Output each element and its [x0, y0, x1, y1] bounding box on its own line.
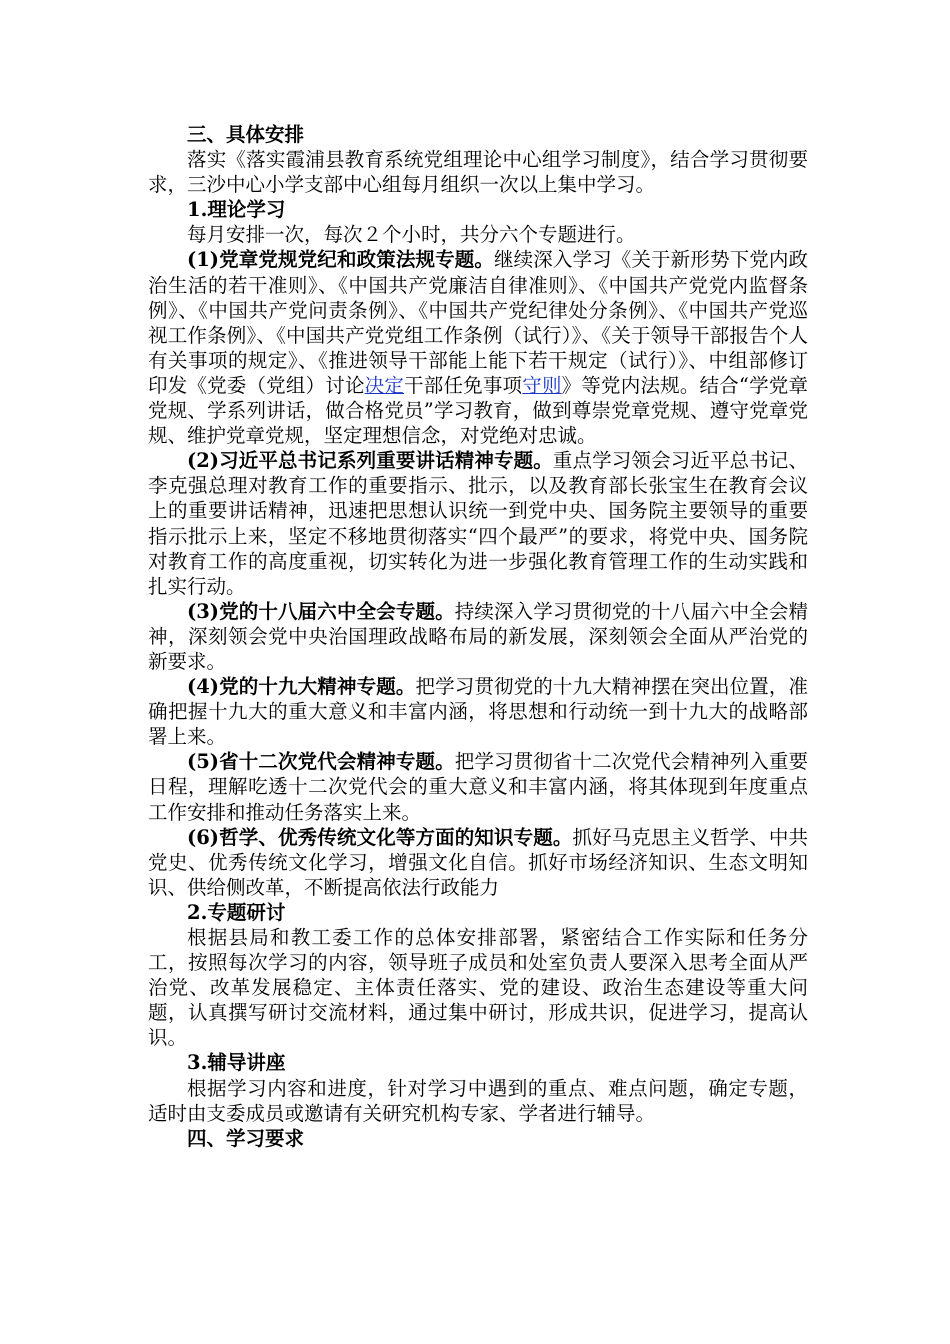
topic-5-text: 把学习贯彻省十二次党代会精神列入重要日程，理解吃透十二次党代会的重大意义和丰富内涵，将其体现到年度重点工作安排和推动任务落实上来。 [148, 750, 808, 824]
link-rules[interactable]: 守则 [522, 373, 562, 397]
theory-study-intro: 每月安排一次，每次２个小时，共分六个专题进行。 [187, 223, 636, 247]
topic-6-paragraph [148, 825, 808, 900]
document-page [148, 122, 808, 1151]
topic-4-label: (4)党的十九大精神专题。 [187, 675, 416, 699]
topic-5-paragraph [148, 749, 808, 824]
subheading-lectures: 3.辅导讲座 [187, 1051, 286, 1075]
section-3-intro: 落实《落实霞浦县教育系统党组理论中心组学习制度》，结合学习贯彻要求，三沙中心小学支部中心组每月组织一次以上集中学习。 [148, 148, 808, 197]
topic-4-text: 把学习贯彻党的十九大精神摆在突出位置，准确把握十九大的重大意义和丰富内涵，将思想和行动统一到十九大的战略部署上来。 [148, 675, 808, 749]
topic-3-text: 持续深入学习贯彻党的十八届六中全会精神，深刻领会党中央治国理政战略布局的新发展，深刻领会全面从严治党的新要求。 [148, 599, 808, 673]
topic-1-text-c: 》等党内法规。结合“学党章党规、学系列讲话，做合格党员”学习教育，做到尊崇党章党规、遵守党章党规、维护党章党规，坚定理想信念，对党绝对忠诚。 [148, 373, 808, 448]
subheading-theory-study: 1.理论学习 [187, 198, 286, 222]
topic-1-label: (1)党章党规党纪和政策法规专题。 [187, 248, 494, 272]
topic-6-label: (6)哲学、优秀传统文化等方面的知识专题。 [187, 825, 573, 849]
topic-2-label: (2)习近平总书记系列重要讲话精神专题。 [187, 449, 553, 473]
subheading-topic-research: 2.专题研讨 [187, 900, 286, 924]
topic-2-paragraph [148, 448, 808, 599]
topic-3-label: (3)党的十八届六中全会专题。 [187, 599, 455, 623]
topic-4-paragraph [148, 674, 808, 749]
section-heading-3: 三、具体安排 [187, 123, 305, 146]
topic-2-text: 重点学习领会习近平总书记、李克强总理对教育工作的重要指示、批示，以及教育部长张宝生在教育会议上的重要讲话精神，迅速把思想认识统一到党中央、国务院主要领导的重要指示批示上来，坚定不移地贯彻落实“四个最严”的要求，将党中央、国务院对教育工作的高度重视，切实转化为进一步强化教育管理工作的生动实践和扎实行动。 [148, 449, 808, 598]
topic-5-label: (5)省十二次党代会精神专题。 [187, 750, 455, 774]
topic-research-text: 根据县局和教工委工作的总体安排部署，紧密结合工作实际和任务分工，按照每次学习的内容，领导班子成员和处室负责人要深入思考全面从严治党、改革发展稳定、主体责任落实、党的建设、政治生态建设等重大问题，认真撰写研讨交流材料，通过集中研讨，形成共识，促进学习，提高认识。 [148, 926, 808, 1050]
link-decision[interactable]: 决定 [364, 373, 405, 397]
topic-3-paragraph [148, 599, 808, 674]
topic-1-text-b: 干部任免事项 [404, 373, 523, 397]
topic-1-text-a: 继续深入学习《关于新形势下党内政治生活的若干准则》、《中国共产党廉洁自律准则》、《中国共产党党内监督条例》、《中国共产党问责条例》、《中国共产党纪律处分条例》、《中国共产党巡视工作条例》、《中国共产党党组工作条例（试行）》、《关于领导干部报告个人有关事项的规定》、《推进领导干部能上能下若干规定（试行）》、中组部修订印发《党委（党组）讨论 [148, 248, 808, 397]
section-heading-4: 四、学习要求 [187, 1126, 305, 1150]
topic-6-text: 抓好马克思主义哲学、中共党史、优秀传统文化学习，增强文化自信。抓好市场经济知识、生态文明知识、供给侧改革，不断提高依法行政能力 [148, 825, 808, 899]
topic-1-paragraph [148, 247, 808, 448]
lectures-text: 根据学习内容和进度，针对学习中遇到的重点、难点问题，确定专题，适时由支委成员或邀请有关研究机构专家、学者进行辅导。 [148, 1076, 808, 1125]
